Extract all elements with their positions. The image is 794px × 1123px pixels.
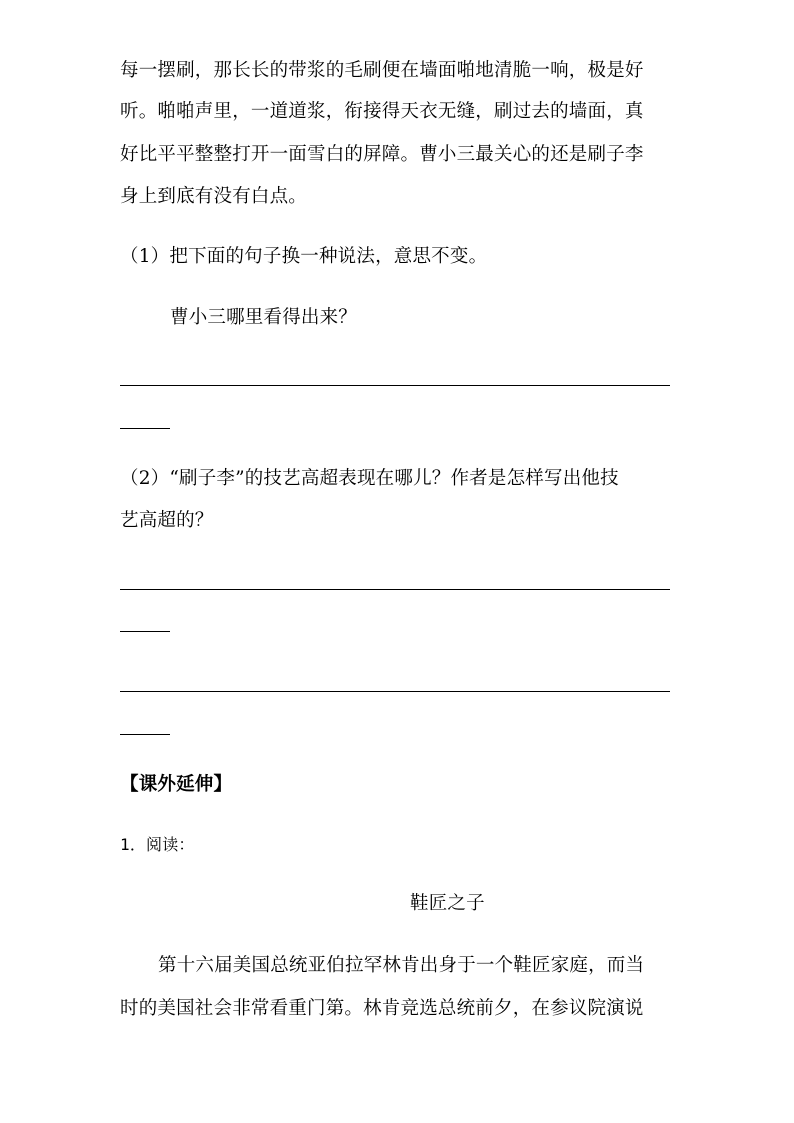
answer-line-2 [120, 589, 670, 590]
passage-line-1: 每一摆刷，那长长的带浆的毛刷便在墙面啪地清脆一响，极是好 [120, 60, 644, 81]
story-line-1: 第十六届美国总统亚伯拉罕林肯出身于一个鞋匠家庭，而当 [158, 955, 645, 976]
passage-line-4: 身上到底有没有白点。 [120, 186, 308, 207]
passage-line-2: 听。啪啪声里，一道道浆，衔接得天衣无缝，刷过去的墙面，真 [120, 101, 644, 122]
question-2-prompt-line-2: 艺高超的？ [120, 510, 214, 531]
answer-line-1 [120, 385, 670, 386]
reading-item-label: 1．阅读： [120, 835, 195, 854]
section-heading: 【课外延伸】 [120, 774, 233, 795]
question-1-sentence: 曹小三哪里看得出来？ [170, 307, 358, 328]
passage-line-3: 好比平平整整打开一面雪白的屏障。曹小三最关心的还是刷子李 [120, 144, 644, 165]
question-2-prompt-line-1: （2）“刷子李”的技艺高超表现在哪儿？作者是怎样写出他技 [120, 468, 619, 489]
question-1-prompt: （1）把下面的句子换一种说法，意思不变。 [120, 246, 488, 267]
answer-line-3-continuation [120, 734, 170, 735]
story-line-2: 时的美国社会非常看重门第。林肯竞选总统前夕，在参议院演说 [120, 998, 644, 1019]
answer-line-3 [120, 691, 670, 692]
answer-line-1-continuation [120, 428, 170, 429]
answer-line-2-continuation [120, 631, 170, 632]
story-title: 鞋匠之子 [410, 893, 485, 914]
